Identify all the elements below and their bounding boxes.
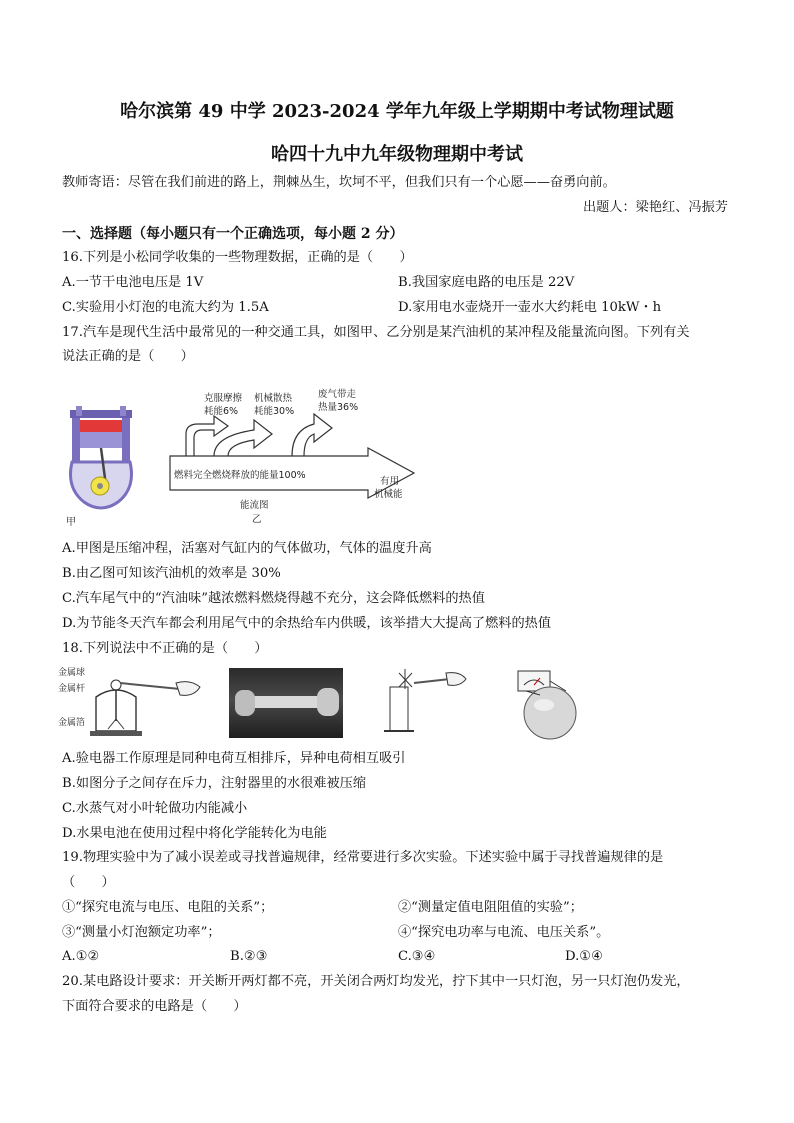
q16-option-d: D.家用电水壶烧开一壶水大约耗电 10kW・h: [398, 300, 662, 315]
q19-item-1: ①“探究电流与电压、电阻的关系”；: [62, 900, 274, 915]
tube-clamp: [414, 679, 450, 683]
metal-rod-label: 金属杆: [58, 684, 86, 694]
q18-option-c: C.水蒸气对小叶轮做功内能减小: [62, 801, 248, 816]
electroscope-figure: [58, 663, 206, 741]
useful-energy-label-1: 有用: [380, 476, 400, 487]
q17-option-b: B.由乙图可知该汽油机的效率是 30%: [62, 566, 281, 581]
engine-cylinder-wall-left: [72, 418, 80, 462]
q16-option-a: A.一节干电池电压是 1V: [62, 275, 204, 290]
exam-title: 哈尔滨第 49 中学 2023-2024 学年九年级上学期期中考试物理试题: [120, 101, 674, 122]
engine-piston: [80, 432, 122, 448]
heat-loss-label-1: 机械散热: [254, 393, 293, 404]
engine-cylinder-wall-right: [122, 418, 130, 462]
useful-energy-label-2: 机械能: [374, 489, 403, 500]
friction-loss-arrow: [186, 416, 228, 456]
q18-option-a: A.验电器工作原理是同种电荷互相排斥，异种电荷相互吸引: [62, 751, 406, 766]
exam-authors: 出题人：梁艳红、冯振芳: [582, 200, 728, 215]
q17-option-d: D.为节能冬天汽车都会利用尾气中的余热给车内供暖，该举措大大提高了燃料的热值: [62, 616, 552, 631]
q19-option-d: D.①④: [565, 949, 603, 964]
teacher-motto: 教师寄语：尽管在我们前进的路上，荆棘丛生，坎坷不平，但我们只有一个心愿——奋勇向前。: [62, 175, 616, 190]
exhaust-loss-label-2: 热量36%: [318, 402, 359, 413]
engine-crank-pin: [97, 483, 103, 489]
mechanical-heat-loss-arrow: [214, 420, 272, 456]
q17-stem-line1: 17.汽车是现代生活中最常见的一种交通工具，如图甲、乙分别是某汽油机的某冲程及能量流向图。下列有关: [62, 325, 690, 340]
q17-option-a: A.甲图是压缩冲程，活塞对气缸内的气体做功，气体的温度升高: [62, 541, 432, 556]
energy-flow-caption: 能流图: [240, 500, 269, 511]
electroscope-base: [90, 731, 142, 736]
friction-loss-label-1: 克服摩擦: [204, 393, 243, 404]
q16-stem: 16.下列是小松同学收集的一些物理数据，正确的是（ ）: [62, 250, 413, 265]
q17-stem-line2: 说法正确的是（ ）: [62, 349, 194, 364]
q19-item-2: ②“测量定值电阻阻值的实验”；: [398, 900, 583, 915]
test-tube: [390, 687, 408, 731]
q19-item-4: ④“探究电功率与电流、电压关系”。: [398, 925, 610, 940]
energy-flow-figure: [168, 386, 428, 526]
q19-item-3: ③“测量小灯泡额定功率”；: [62, 925, 221, 940]
finger-right: [317, 688, 339, 716]
total-energy-label: 燃料完全燃烧释放的能量100%: [174, 470, 306, 481]
q18-stem: 18.下列说法中不正确的是（ ）: [62, 641, 268, 656]
electroscope-foil-right: [116, 719, 124, 729]
metal-ball-label: 金属球: [58, 668, 86, 678]
q17-option-c: C.汽车尾气中的“汽油味”越浓燃料燃烧得越不充分，这会降低燃料的热值: [62, 591, 485, 606]
electroscope-foil-left: [108, 719, 116, 729]
steam-wheel-figure: [378, 665, 470, 741]
exam-subtitle: 哈四十九中九年级物理期中考试: [271, 144, 523, 165]
fruit-battery-figure: [500, 665, 590, 743]
hand-holding-icon: [446, 673, 466, 686]
exhaust-loss-label-1: 废气带走: [318, 389, 357, 400]
q19-answer-paren: （ ）: [62, 875, 115, 890]
electroscope-metal-ball: [111, 680, 121, 690]
q18-option-d: D.水果电池在使用过程中将化学能转化为电能: [62, 826, 327, 841]
syringe-photo: [229, 668, 343, 738]
q19-stem: 19.物理实验中为了减小误差或寻找普遍规律，经常要进行多次实验。下述实验中属于寻找普遍规律的是: [62, 850, 664, 865]
engine-combustion-chamber: [80, 420, 122, 432]
engine-stroke-figure: [62, 404, 142, 528]
q20-stem-line2: 下面符合要求的电路是（ ）: [62, 999, 247, 1014]
q20-stem-line1: 20.某电路设计要求：开关断开两灯都不亮，开关闭合两灯均发光，拧下其中一只灯泡，另一只灯泡仍发光，: [62, 974, 690, 989]
q16-option-c: C.实验用小灯泡的电流大约为 1.5A: [62, 300, 269, 315]
engine-intake-valve: [76, 406, 82, 416]
figure-yi-label: 乙: [252, 514, 262, 525]
section-heading: 一、选择题（每小题只有一个正确选项，每小题 2 分）: [62, 226, 404, 242]
metal-foil-label: 金属箔: [58, 718, 86, 728]
q19-option-c: C.③④: [398, 949, 436, 964]
heat-loss-label-2: 耗能30%: [254, 406, 295, 417]
q19-option-b: B.②③: [230, 949, 268, 964]
charged-rod: [120, 683, 180, 689]
exhaust-heat-loss-arrow: [292, 414, 332, 456]
q19-option-a: A.①②: [62, 949, 100, 964]
figure-jia-label: 甲: [66, 517, 76, 528]
finger-left: [235, 690, 255, 716]
q18-option-b: B.如图分子之间存在斥力，注射器里的水很难被压缩: [62, 776, 367, 791]
q16-option-b: B.我国家庭电路的电压是 22V: [398, 275, 575, 290]
fruit-icon: [524, 687, 576, 739]
friction-loss-label-2: 耗能6%: [204, 406, 239, 417]
engine-exhaust-valve: [120, 406, 126, 416]
fruit-highlight: [534, 699, 554, 711]
hand-icon: [176, 682, 200, 696]
